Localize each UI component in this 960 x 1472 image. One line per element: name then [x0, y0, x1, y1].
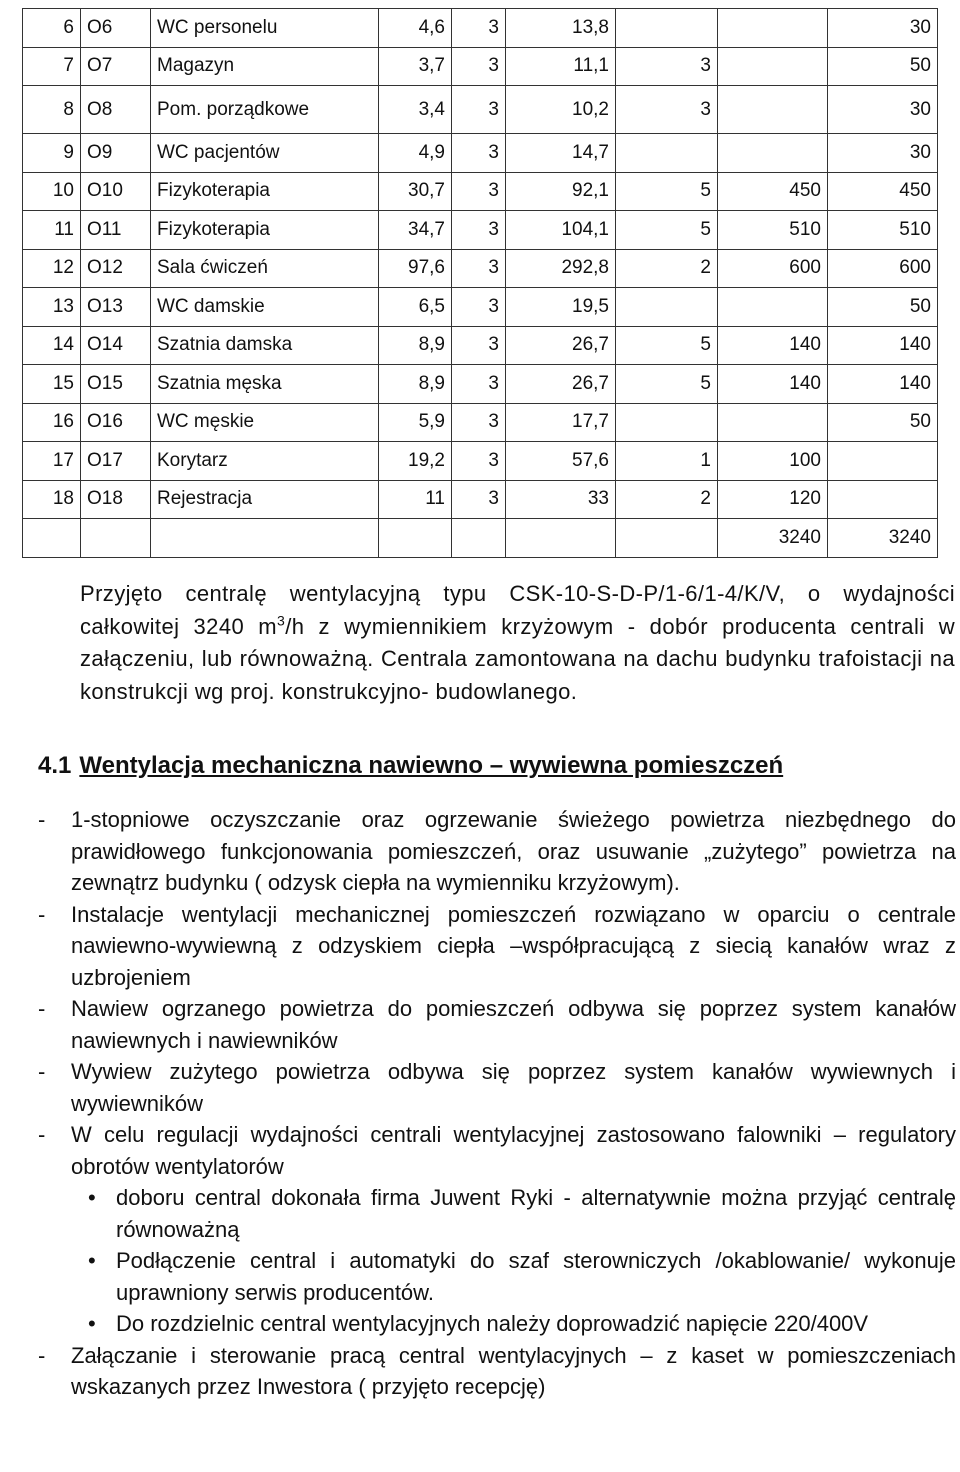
cell-volume: 19,5	[506, 288, 616, 327]
cell-lp: 8	[23, 86, 81, 134]
cell-area: 5,9	[379, 403, 452, 442]
list-item-text: W celu regulacji wydajności centrali wentylacyjnej zastosowano falowniki – regulatory obrotów wentylatorów	[71, 1122, 956, 1179]
cell-exchange-rate: 5	[616, 326, 718, 365]
cell-exhaust-flow: 510	[828, 211, 938, 250]
cell-room-name: Magazyn	[151, 47, 379, 86]
empty-cell	[616, 519, 718, 558]
bullet-marker: •	[88, 1311, 96, 1336]
cell-area: 8,9	[379, 365, 452, 404]
empty-cell	[506, 519, 616, 558]
cell-supply-flow	[718, 9, 828, 48]
cell-height: 3	[452, 288, 506, 327]
list-item-text: Załączanie i sterowanie pracą central wentylacyjnych – z kaset w pomieszczeniach wskazanych przez Inwestora ( przyjęto recepcję)	[71, 1342, 956, 1399]
cell-exhaust-flow: 30	[828, 134, 938, 173]
cell-lp: 10	[23, 172, 81, 211]
cell-exchange-rate: 3	[616, 47, 718, 86]
total-supply-flow: 3240	[718, 519, 828, 558]
cell-supply-flow: 120	[718, 480, 828, 519]
cell-volume: 13,8	[506, 9, 616, 48]
list-item	[38, 899, 956, 994]
cell-exchange-rate	[616, 9, 718, 48]
cell-exhaust-flow	[828, 480, 938, 519]
list-item-text: Instalacje wentylacji mechanicznej pomieszczeń rozwiązano w oparciu o centrale nawiewno-wywiewną z odzyskiem ciepła –współpracującą z siecią kanałów wraz z uzbrojeniem	[71, 901, 956, 990]
table-row	[23, 47, 938, 86]
cell-area: 4,9	[379, 134, 452, 173]
cell-height: 3	[452, 365, 506, 404]
empty-cell	[81, 519, 151, 558]
cell-exchange-rate: 3	[616, 86, 718, 134]
sub-list-item	[38, 1308, 956, 1340]
cell-area: 8,9	[379, 326, 452, 365]
cell-lp: 18	[23, 480, 81, 519]
cell-supply-flow: 450	[718, 172, 828, 211]
table-row	[23, 288, 938, 327]
list-item	[38, 804, 956, 899]
total-exhaust-flow: 3240	[828, 519, 938, 558]
cell-area: 97,6	[379, 249, 452, 288]
cell-height: 3	[452, 403, 506, 442]
cell-room-id: O7	[81, 47, 151, 86]
table-row	[23, 249, 938, 288]
cell-supply-flow: 600	[718, 249, 828, 288]
cell-supply-flow: 100	[718, 442, 828, 481]
cell-room-name: Korytarz	[151, 442, 379, 481]
cell-room-id: O16	[81, 403, 151, 442]
requirements-list	[38, 804, 956, 1403]
paragraph-text-2: /h z wymiennikiem krzyżowym - dobór producenta centrali w załączeniu, lub równoważną. Centrala zamontowana na dachu budynku trafoistacji na konstrukcji wg proj. konstrukcyjno- budowlanego.	[80, 613, 955, 704]
cell-exhaust-flow: 450	[828, 172, 938, 211]
empty-cell	[379, 519, 452, 558]
cell-exhaust-flow: 30	[828, 86, 938, 134]
sub-item-text: doboru central dokonała firma Juwent Ryki - alternatywnie można przyjąć centralę równoważną	[116, 1185, 956, 1242]
dash-marker: -	[38, 807, 46, 832]
table-row	[23, 134, 938, 173]
cell-area: 6,5	[379, 288, 452, 327]
table-row	[23, 365, 938, 404]
cell-exchange-rate: 5	[616, 211, 718, 250]
section-heading	[38, 752, 783, 780]
list-item-text: 1-stopniowe oczyszczanie oraz ogrzewanie świeżego powietrza niezbędnego do prawidłowego funkcjonowania pomieszczeń, oraz usuwanie „zużytego” powietrza na zewnątrz budynku ( odzysk ciepła na wymienniku krzyżowym).	[71, 807, 956, 895]
cell-room-name: Szatnia damska	[151, 326, 379, 365]
cell-height: 3	[452, 134, 506, 173]
cell-exhaust-flow: 140	[828, 365, 938, 404]
cell-exhaust-flow: 140	[828, 326, 938, 365]
list-item-text: Wywiew zużytego powietrza odbywa się poprzez system kanałów wywiewnych i wywiewników	[71, 1059, 956, 1116]
section-number: 4.1	[38, 752, 72, 779]
cell-exhaust-flow	[828, 442, 938, 481]
cell-area: 11	[379, 480, 452, 519]
cell-exhaust-flow: 50	[828, 288, 938, 327]
sub-list-item	[38, 1182, 956, 1245]
cell-room-name: Sala ćwiczeń	[151, 249, 379, 288]
cell-room-name: Fizykoterapia	[151, 172, 379, 211]
table-row	[23, 211, 938, 250]
cell-room-name: WC męskie	[151, 403, 379, 442]
table-row	[23, 326, 938, 365]
cell-lp: 9	[23, 134, 81, 173]
cell-area: 19,2	[379, 442, 452, 481]
dash-marker: -	[38, 1342, 46, 1368]
cell-height: 3	[452, 47, 506, 86]
central-unit-paragraph	[80, 578, 955, 708]
cell-exchange-rate: 2	[616, 249, 718, 288]
cell-lp: 16	[23, 403, 81, 442]
cell-volume: 26,7	[506, 326, 616, 365]
bullet-marker: •	[88, 1248, 96, 1273]
cell-supply-flow: 140	[718, 365, 828, 404]
cell-volume: 10,2	[506, 86, 616, 134]
cell-room-id: O9	[81, 134, 151, 173]
cell-lp: 15	[23, 365, 81, 404]
cell-room-id: O13	[81, 288, 151, 327]
rooms-ventilation-table	[22, 8, 938, 558]
paragraph-text-1: Przyjęto centralę wentylacyjną typu CSK-10-S-D-P/1-6/1-4/K/V, o wydajności całkowitej 3240 m	[80, 581, 955, 639]
empty-cell	[452, 519, 506, 558]
cell-supply-flow	[718, 86, 828, 134]
cell-room-name: Pom. porządkowe	[151, 86, 379, 134]
cell-room-name: WC personelu	[151, 9, 379, 48]
section-title: Wentylacja mechaniczna nawiewno – wywiewna pomieszczeń	[79, 752, 784, 779]
cell-lp: 17	[23, 442, 81, 481]
cell-room-id: O14	[81, 326, 151, 365]
cell-exchange-rate	[616, 288, 718, 327]
cell-room-id: O18	[81, 480, 151, 519]
cell-room-id: O17	[81, 442, 151, 481]
cell-supply-flow	[718, 288, 828, 327]
superscript: 3	[277, 612, 286, 629]
cell-volume: 14,7	[506, 134, 616, 173]
cell-lp: 12	[23, 249, 81, 288]
sub-item-text: Do rozdzielnic central wentylacyjnych należy doprowadzić napięcie 220/400V	[116, 1311, 869, 1336]
cell-exhaust-flow: 50	[828, 47, 938, 86]
cell-area: 3,4	[379, 86, 452, 134]
empty-cell	[23, 519, 81, 558]
cell-room-name: WC pacjentów	[151, 134, 379, 173]
cell-supply-flow	[718, 403, 828, 442]
cell-height: 3	[452, 480, 506, 519]
dash-marker: -	[38, 1059, 46, 1084]
cell-supply-flow: 510	[718, 211, 828, 250]
cell-room-id: O8	[81, 86, 151, 134]
cell-exhaust-flow: 30	[828, 9, 938, 48]
cell-exchange-rate: 5	[616, 172, 718, 211]
cell-height: 3	[452, 249, 506, 288]
list-item	[38, 1119, 956, 1182]
cell-height: 3	[452, 326, 506, 365]
table-totals-row	[23, 519, 938, 558]
cell-exchange-rate	[616, 403, 718, 442]
list-item	[38, 1340, 956, 1403]
cell-lp: 11	[23, 211, 81, 250]
cell-room-name: Rejestracja	[151, 480, 379, 519]
list-item-text: Nawiew ogrzanego powietrza do pomieszczeń odbywa się poprzez system kanałów nawiewnych i nawiewników	[71, 996, 956, 1053]
cell-exchange-rate: 5	[616, 365, 718, 404]
list-item	[38, 993, 956, 1056]
cell-volume: 57,6	[506, 442, 616, 481]
cell-exchange-rate: 1	[616, 442, 718, 481]
cell-height: 3	[452, 211, 506, 250]
cell-room-id: O11	[81, 211, 151, 250]
cell-volume: 11,1	[506, 47, 616, 86]
cell-lp: 14	[23, 326, 81, 365]
cell-volume: 33	[506, 480, 616, 519]
dash-marker: -	[38, 1122, 46, 1147]
cell-volume: 92,1	[506, 172, 616, 211]
cell-supply-flow	[718, 134, 828, 173]
table-row	[23, 9, 938, 48]
cell-volume: 26,7	[506, 365, 616, 404]
cell-volume: 17,7	[506, 403, 616, 442]
table-row	[23, 86, 938, 134]
empty-cell	[151, 519, 379, 558]
cell-room-id: O15	[81, 365, 151, 404]
cell-height: 3	[452, 86, 506, 134]
cell-exhaust-flow: 50	[828, 403, 938, 442]
cell-supply-flow	[718, 47, 828, 86]
cell-room-name: WC damskie	[151, 288, 379, 327]
cell-area: 3,7	[379, 47, 452, 86]
cell-room-name: Szatnia męska	[151, 365, 379, 404]
table-row	[23, 442, 938, 481]
sub-list-item	[38, 1245, 956, 1308]
cell-room-id: O10	[81, 172, 151, 211]
sub-item-text: Podłączenie central i automatyki do szaf sterowniczych /okablowanie/ wykonuje uprawniony serwis producentów.	[116, 1248, 956, 1305]
bullet-marker: •	[88, 1185, 96, 1210]
dash-marker: -	[38, 901, 46, 927]
cell-height: 3	[452, 442, 506, 481]
cell-supply-flow: 140	[718, 326, 828, 365]
table-row	[23, 172, 938, 211]
table-row	[23, 403, 938, 442]
cell-exchange-rate	[616, 134, 718, 173]
list-item	[38, 1056, 956, 1119]
cell-area: 4,6	[379, 9, 452, 48]
cell-lp: 6	[23, 9, 81, 48]
cell-exchange-rate: 2	[616, 480, 718, 519]
cell-height: 3	[452, 172, 506, 211]
cell-volume: 292,8	[506, 249, 616, 288]
cell-lp: 7	[23, 47, 81, 86]
dash-marker: -	[38, 996, 46, 1021]
cell-height: 3	[452, 9, 506, 48]
cell-room-id: O6	[81, 9, 151, 48]
cell-room-id: O12	[81, 249, 151, 288]
cell-room-name: Fizykoterapia	[151, 211, 379, 250]
cell-exhaust-flow: 600	[828, 249, 938, 288]
cell-volume: 104,1	[506, 211, 616, 250]
table-row	[23, 480, 938, 519]
cell-area: 34,7	[379, 211, 452, 250]
cell-lp: 13	[23, 288, 81, 327]
cell-area: 30,7	[379, 172, 452, 211]
